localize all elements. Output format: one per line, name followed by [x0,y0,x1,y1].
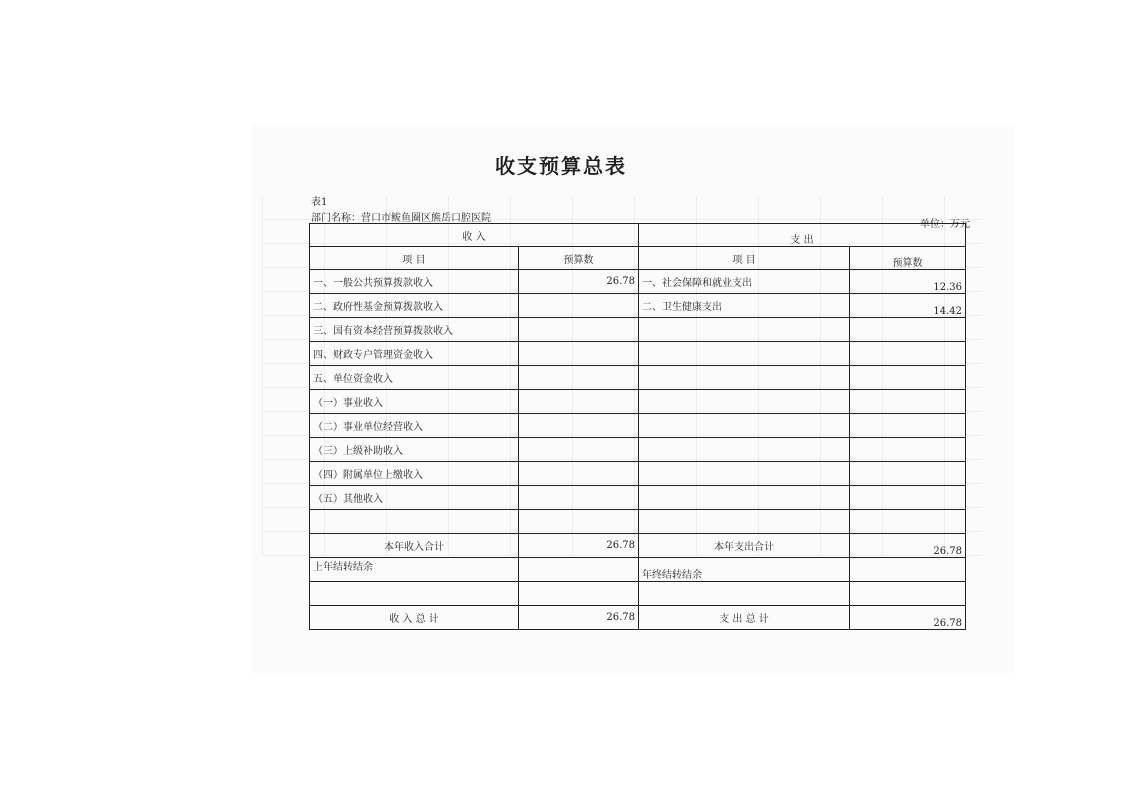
expenditure-item-value [850,342,966,366]
expenditure-section-header: 支 出 [639,224,966,247]
blank-cell [639,582,850,606]
income-amount-header: 预算数 [519,247,639,270]
blank-cell [850,582,966,606]
table-row [310,270,966,294]
table-row [310,486,966,510]
budget-summary-table [309,223,966,630]
expenditure-item-label [639,342,850,366]
form-reference: 表1 [311,197,328,208]
expenditure-item-label [639,462,850,486]
income-grand-total-value: 26.78 [519,606,639,630]
expenditure-item-label: 二、卫生健康支出 [639,294,850,318]
year-end-balance-label: 年终结转结余 [639,558,850,582]
income-item-label: 五、单位资金收入 [310,366,519,390]
income-item-label: 三、国有资本经营预算拨款收入 [310,318,519,342]
table-row [310,510,966,534]
expenditure-item-value: 14.42 [850,294,966,318]
income-item-value [519,342,639,366]
expenditure-item-value [850,438,966,462]
blank-cell [310,582,519,606]
expenditure-item-label [639,366,850,390]
income-item-header: 项 目 [310,247,519,270]
blank-cell [519,582,639,606]
income-section-header: 收 入 [310,224,639,247]
income-item-label: （五）其他收入 [310,486,519,510]
table-row [310,438,966,462]
section-header-row [310,224,966,247]
income-year-total-value: 26.78 [519,534,639,558]
balance-row [310,558,966,582]
expenditure-item-value: 12.36 [850,270,966,294]
expenditure-item-label [639,390,850,414]
income-item-label: 二、政府性基金预算拨款收入 [310,294,519,318]
expenditure-amount-header: 预算数 [850,247,966,270]
income-item-label: 四、财政专户管理资金收入 [310,342,519,366]
expenditure-item-value [850,510,966,534]
income-item-value [519,462,639,486]
income-item-value [519,294,639,318]
expenditure-year-total-label: 本年支出合计 [639,534,850,558]
expenditure-item-label [639,414,850,438]
income-item-label: （三）上级补助收入 [310,438,519,462]
expenditure-item-label [639,318,850,342]
table-row [310,318,966,342]
expenditure-item-value [850,390,966,414]
grand-total-row [310,606,966,630]
year-total-row [310,534,966,558]
income-item-label: （二）事业单位经营收入 [310,414,519,438]
income-year-total-label: 本年收入合计 [310,534,519,558]
income-item-value [519,486,639,510]
expenditure-item-value [850,462,966,486]
table-row [310,294,966,318]
income-item-label [310,510,519,534]
prior-balance-value [519,558,639,582]
prior-balance-label: 上年结转结余 [310,558,519,582]
income-grand-total-label: 收 入 总 计 [310,606,519,630]
unit-label: 单位：万元 [920,219,970,230]
income-item-value [519,414,639,438]
income-item-value [519,438,639,462]
income-item-value [519,366,639,390]
table-row [310,414,966,438]
expenditure-item-value [850,486,966,510]
expenditure-grand-total-label: 支 出 总 计 [639,606,850,630]
table-row [310,342,966,366]
income-item-value [519,318,639,342]
blank-row [310,582,966,606]
year-end-balance-value [850,558,966,582]
table-row [310,462,966,486]
expenditure-item-label [639,510,850,534]
column-header-row [310,247,966,270]
income-item-label: （一）事业收入 [310,390,519,414]
expenditure-item-label [639,438,850,462]
expenditure-item-value [850,414,966,438]
expenditure-item-header: 项 目 [639,247,850,270]
table-row [310,390,966,414]
expenditure-year-total-value: 26.78 [850,534,966,558]
document-title: 收支预算总表 [495,154,627,178]
income-item-label: 一、一般公共预算拨款收入 [310,270,519,294]
expenditure-item-value [850,318,966,342]
expenditure-item-label [639,486,850,510]
income-item-label: （四）附属单位上缴收入 [310,462,519,486]
expenditure-item-label: 一、社会保障和就业支出 [639,270,850,294]
expenditure-item-value [850,366,966,390]
table-row [310,366,966,390]
expenditure-grand-total-value: 26.78 [850,606,966,630]
income-item-value: 26.78 [519,270,639,294]
income-item-value [519,390,639,414]
income-item-value [519,510,639,534]
department-name: 部门名称：营口市鲅鱼圈区熊岳口腔医院 [311,213,491,224]
